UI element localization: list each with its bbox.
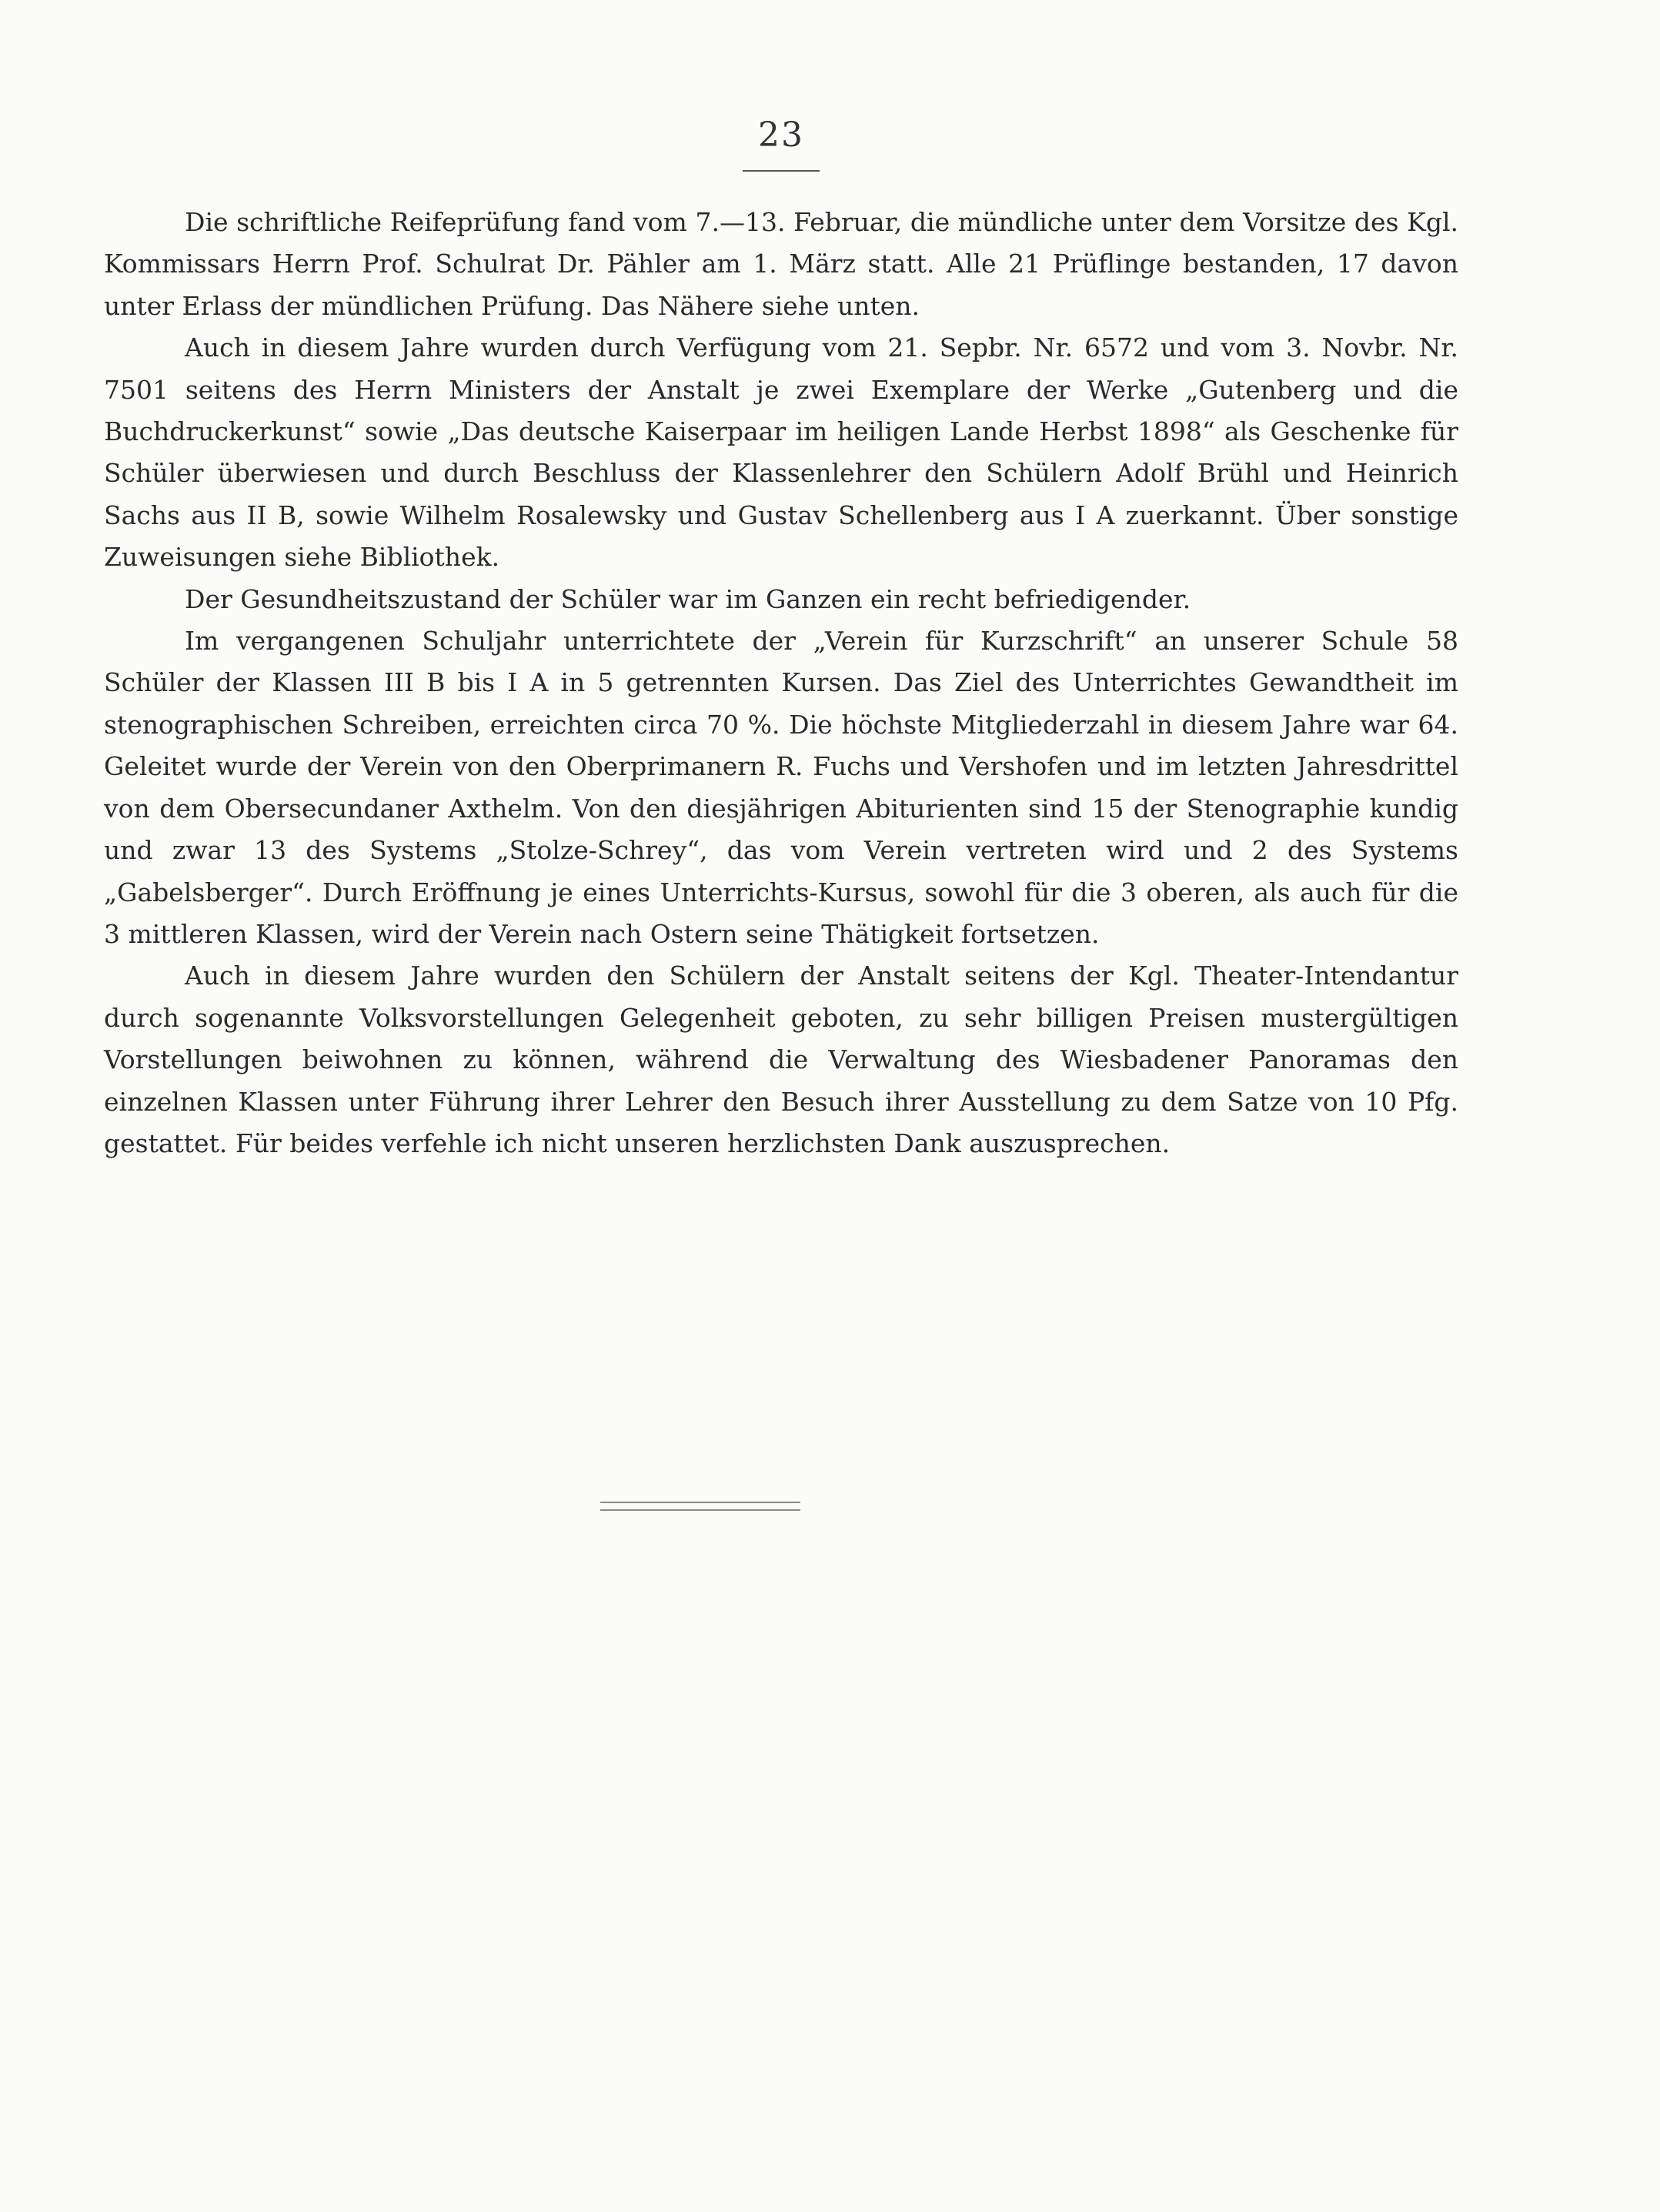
- closing-rule-bottom: [600, 1509, 800, 1511]
- paragraph-gesundheit: Der Gesundheitszustand der Schüler war im Ganzen ein recht befriedigender.: [185, 583, 1191, 614]
- paragraph-volksvorstellungen: Auch in diesem Jahre wurden den Schülern der Anstalt seitens der Kgl. Theater-Intendantur durch sogenannte Volksvorstellungen Gelegenheit geboten, zu sehr billigen Preisen mustergültigen Vorstellungen beiwohnen zu können, während die Verwaltung des Wiesbadener Panoramas den einzelnen Klassen unter Führung ihrer Lehrer den Besuch ihrer Ausstellung zu dem Satze von 10 Pfg. gestattet. Für beides verfehle ich nicht unseren herzlichsten Dank auszusprechen.: [104, 961, 1458, 1158]
- closing-rule-top: [600, 1502, 800, 1503]
- paragraph-geschenke: Auch in diesem Jahre wurden durch Verfügung vom 21. Sepbr. Nr. 6572 und vom 3. Novbr. Nr. 7501 seitens des Herrn Ministers der Anstalt je zwei Exemplare der Werke „Gutenberg und die Buchdruckerkunst“ sowie „Das deutsche Kaiserpaar im heiligen Lande Herbst 1898“ als Geschenke für Schüler überwiesen und durch Beschluss der Klassenlehrer den Schülern Adolf Brühl und Heinrich Sachs aus II B, sowie Wilhelm Rosalewsky und Gustav Schellenberg aus I A zuerkannt. Über sonstige Zuweisungen siehe Bibliothek.: [104, 332, 1458, 573]
- paragraph-reifepruefung: Die schriftliche Reifeprüfung fand vom 7.—13. Februar, die mündliche unter dem Vorsitze des Kgl. Kommissars Herrn Prof. Schulrat Dr. Pähler am 1. März statt. Alle 21 Prüflinge bestanden, 17 davon unter Erlass der mündlichen Prüfung. Das Nähere siehe unten.: [104, 207, 1458, 321]
- body-text: [104, 202, 1458, 1164]
- paragraph-kurzschrift: Im vergangenen Schuljahr unterrichtete der „Verein für Kurzschrift“ an unserer Schule 58 Schüler der Klassen III B bis I A in 5 getrennten Kursen. Das Ziel des Unterrichtes Gewandtheit im stenographischen Schreiben, erreichten circa 70 %. Die höchste Mitgliederzahl in diesem Jahre war 64. Geleitet wurde der Verein von den Oberprimanern R. Fuchs und Vershofen und im letzten Jahresdrittel von dem Obersecundaner Axthelm. Von den diesjährigen Abiturienten sind 15 der Stenographie kundig und zwar 13 des Systems „Stolze-Schrey“, das vom Verein vertreten wird und 2 des Systems „Gabelsberger“. Durch Eröffnung je eines Unterrichts-Kursus, sowohl für die 3 oberen, als auch für die 3 mittleren Klassen, wird der Verein nach Ostern seine Thätigkeit fortsetzen.: [104, 626, 1458, 949]
- page-number: 23: [758, 115, 804, 155]
- page-number-rule: [743, 170, 820, 172]
